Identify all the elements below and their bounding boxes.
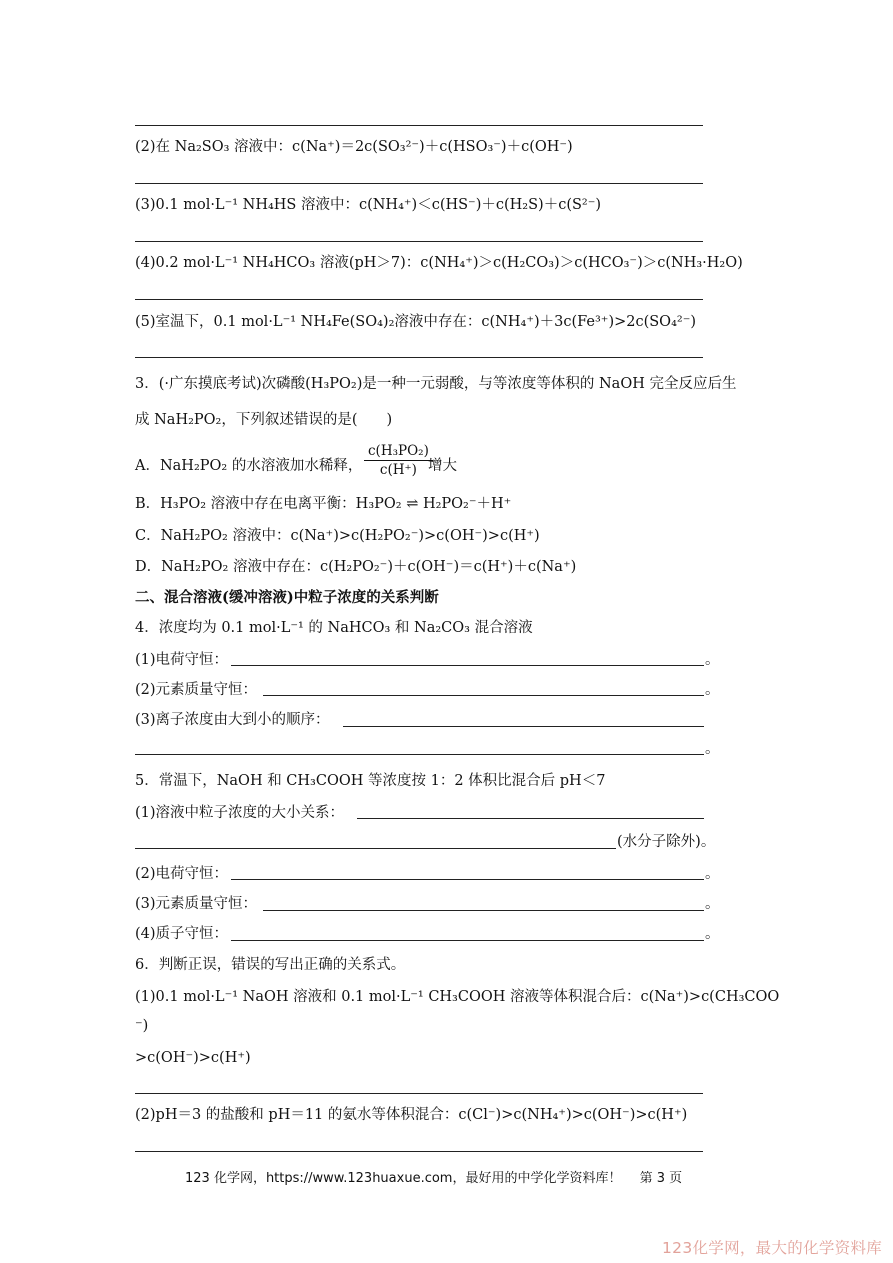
q5-stem: 5．常温下，NaOH 和 CH₃COOH 等浓度按 1：2 体积比混合后 pH＜7 [135, 773, 606, 789]
q6-item2: (2)pH＝3 的盐酸和 pH＝11 的氨水等体积混合：c(Cl⁻)>c(NH₄⁺)>c(OH⁻)>c(H⁺) [135, 1107, 688, 1123]
footer-text: 123 化学网，https://www.123huaxue.com，最好用的中学化学资料库！ [185, 1171, 622, 1186]
item-2-text: (2)在 Na₂SO₃ 溶液中：c(Na⁺)＝2c(SO₃²⁻)＋c(HSO₃⁻)＋c(OH⁻) [135, 139, 573, 155]
answer-line [135, 1151, 703, 1152]
period: 。 [705, 866, 720, 882]
answer-line [135, 241, 703, 242]
answer-blank [263, 695, 704, 696]
answer-blank [343, 726, 704, 727]
q3-option-c: C．NaH₂PO₂ 溶液中：c(Na⁺)>c(H₂PO₂⁻)>c(OH⁻)>c(H⁺) [135, 528, 540, 544]
q5-particle-order-label: (1)溶液中粒子浓度的大小关系： [135, 805, 345, 821]
q6-item1-line3: >c(OH⁻)>c(H⁺) [135, 1050, 251, 1066]
page-footer [185, 1171, 682, 1187]
q4-stem: 4．浓度均为 0.1 mol·L⁻¹ 的 NaHCO₃ 和 Na₂CO₃ 混合溶液 [135, 620, 533, 636]
item-4-text: (4)0.2 mol·L⁻¹ NH₄HCO₃ 溶液(pH＞7)：c(NH₄⁺)＞c(H₂CO₃)＞c(HCO₃⁻)＞c(NH₃·H₂O) [135, 255, 743, 271]
q3-option-d: D．NaH₂PO₂ 溶液中存在：c(H₂PO₂⁻)＋c(OH⁻)＝c(H⁺)＋c(Na⁺) [135, 559, 577, 575]
period: 。 [705, 682, 720, 698]
answer-line [135, 357, 703, 358]
answer-blank [135, 754, 704, 755]
watermark: 123化学网，最大的化学资料库 [662, 1239, 883, 1257]
q3-stem-line2: 成 NaH₂PO₂，下列叙述错误的是( ) [135, 412, 393, 428]
answer-blank [263, 910, 704, 911]
fraction-numerator: c(H₃PO₂) [364, 443, 433, 461]
q3-option-a-text: A．NaH₂PO₂ 的水溶液加水稀释， [135, 458, 363, 474]
answer-blank [231, 940, 704, 941]
period: 。 [705, 896, 720, 912]
answer-blank [231, 665, 704, 666]
item-5-text: (5)室温下，0.1 mol·L⁻¹ NH₄Fe(SO₄)₂溶液中存在：c(NH₄⁺)＋3c(Fe³⁺)>2c(SO₄²⁻) [135, 314, 697, 330]
section-title: 二、混合溶液(缓冲溶液)中粒子浓度的关系判断 [135, 589, 439, 606]
q3-option-a-fraction [364, 443, 433, 478]
q3-option-b: B．H₃PO₂ 溶液中存在电离平衡：H₃PO₂ ⇌ H₂PO₂⁻＋H⁺ [135, 496, 512, 512]
q4-charge-conservation-label: (1)电荷守恒： [135, 652, 229, 668]
q3-option-a [135, 457, 362, 475]
q3-option-a-tail: 增大 [428, 458, 457, 474]
answer-line [135, 1093, 703, 1094]
q4-ion-order-label: (3)离子浓度由大到小的顺序： [135, 712, 330, 728]
answer-line [135, 299, 703, 300]
page-number: 第 3 页 [639, 1171, 683, 1186]
answer-blank [135, 848, 616, 849]
q6-item1-line1: (1)0.1 mol·L⁻¹ NaOH 溶液和 0.1 mol·L⁻¹ CH₃COOH 溶液等体积混合后：c(Na⁺)>c(CH₃COO [135, 989, 780, 1005]
q6-item1-line2: ⁻) [135, 1018, 149, 1034]
period: 。 [705, 652, 720, 668]
answer-blank [357, 818, 704, 819]
q5-charge-conservation-label: (2)电荷守恒： [135, 866, 229, 882]
q5-line1-tail: (水分子除外)。 [617, 834, 716, 850]
answer-line [135, 183, 703, 184]
q3-stem-line1: 3．(·广东摸底考试)次磷酸(H₃PO₂)是一种一元弱酸，与等浓度等体积的 NaOH 完全反应后生 [135, 376, 737, 392]
fraction-denominator: c(H⁺) [379, 462, 417, 478]
answer-line [135, 125, 703, 126]
q6-stem: 6．判断正误，错误的写出正确的关系式。 [135, 957, 406, 973]
period: 。 [705, 741, 720, 757]
item-3-text: (3)0.1 mol·L⁻¹ NH₄HS 溶液中：c(NH₄⁺)＜c(HS⁻)＋c(H₂S)＋c(S²⁻) [135, 197, 602, 213]
answer-blank [231, 879, 704, 880]
q4-mass-conservation-label: (2)元素质量守恒： [135, 682, 258, 698]
q5-proton-conservation-label: (4)质子守恒： [135, 926, 229, 942]
period: 。 [705, 926, 720, 942]
q5-mass-conservation-label: (3)元素质量守恒： [135, 896, 258, 912]
